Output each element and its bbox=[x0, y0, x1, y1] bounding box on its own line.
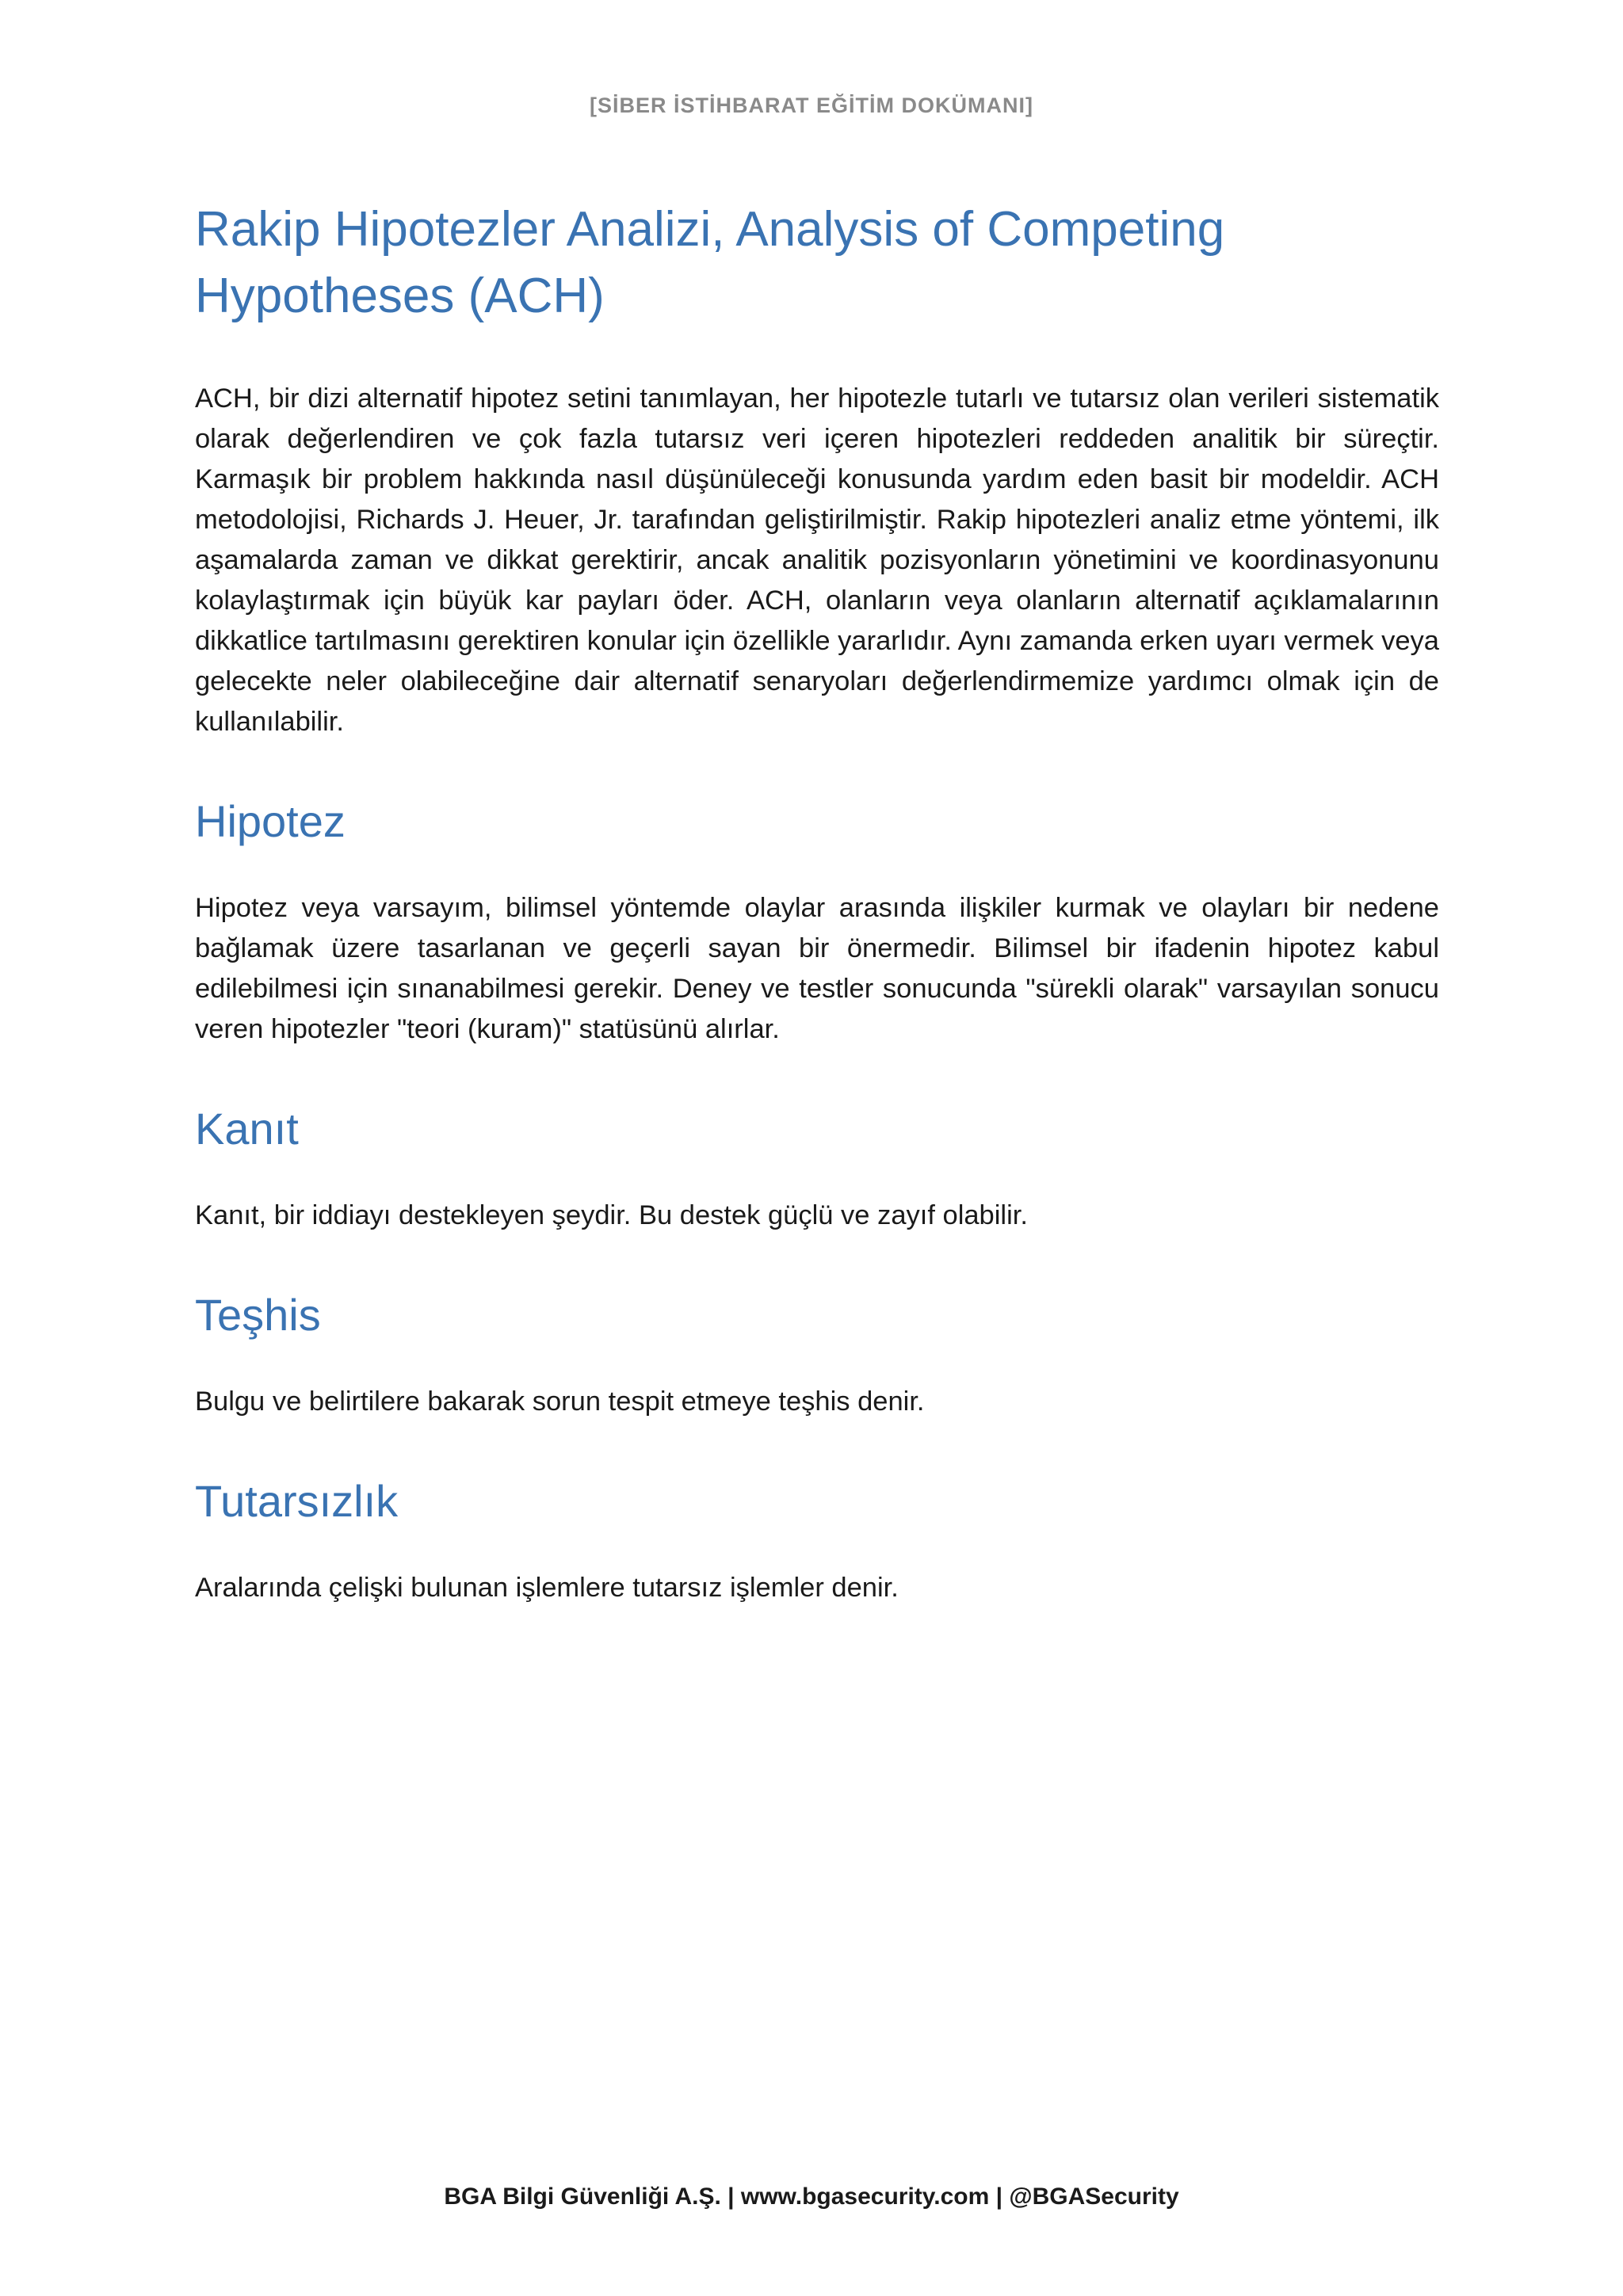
page-footer: BGA Bilgi Güvenliği A.Ş. | www.bgasecurity.com | @BGASecurity bbox=[444, 2183, 1179, 2210]
section-text-kanit: Kanıt, bir iddiayı destekleyen şeydir. Bu destek güçlü ve zayıf olabilir. bbox=[195, 1200, 1028, 1230]
document-body bbox=[195, 196, 1439, 1659]
page-header: [SİBER İSTİHBARAT EĞİTİM DOKÜMANI] bbox=[590, 93, 1033, 117]
document-title: Rakip Hipotezler Analizi, Analysis of Competing Hypotheses (ACH) bbox=[195, 202, 1225, 323]
section-heading-teshis: Teşhis bbox=[195, 1290, 321, 1340]
section-heading-tutarsizlik: Tutarsızlık bbox=[195, 1476, 399, 1526]
section-text-teshis: Bulgu ve belirtilere bakarak sorun tespit etmeye teşhis denir. bbox=[195, 1386, 925, 1417]
section-heading-kanit: Kanıt bbox=[195, 1104, 299, 1154]
section-text-tutarsizlik: Aralarında çelişki bulunan işlemlere tutarsız işlemler denir. bbox=[195, 1573, 899, 1603]
intro-paragraph: ACH, bir dizi alternatif hipotez setini tanımlayan, her hipotezle tutarlı ve tutarsız olan verileri sistematik olarak değerlendiren ve çok fazla tutarsız veri içeren hipotezleri reddeden analitik bir süreçtir. Karmaşık bir problem hakkında nasıl düşünüleceği konusunda yardım eden basit bir modeldir. ACH metodolojisi, Richards J. Heuer, Jr. tarafından geliştirilmiştir. Rakip hipotezleri analiz etme yöntemi, ilk aşamalarda zaman ve dikkat gerektirir, ancak analitik pozisyonların yönetimini ve koordinasyonunu kolaylaştırmak için büyük kar payları öder. ACH, olanların veya olanların alternatif açıklamalarının dikkatlice tartılmasını gerektiren konular için özellikle yararlıdır. Aynı zamanda erken uyarı vermek veya gelecekte neler olabileceğine dair alternatif senaryoları değerlendirmemize yardımcı olmak için de kullanılabilir. bbox=[195, 383, 1439, 737]
section-text-hipotez: Hipotez veya varsayım, bilimsel yöntemde olaylar arasında ilişkiler kurmak ve olayları bir nedene bağlamak üzere tasarlanan ve geçerli sayan bir önermedir. Bilimsel bir ifadenin hipotez kabul edilebilmesi için sınanabilmesi gerekir. Deney ve testler sonucunda "sürekli olarak" varsayılan sonucu veren hipotezler "teori (kuram)" statüsünü alırlar. bbox=[195, 893, 1439, 1044]
section-heading-hipotez: Hipotez bbox=[195, 796, 346, 846]
